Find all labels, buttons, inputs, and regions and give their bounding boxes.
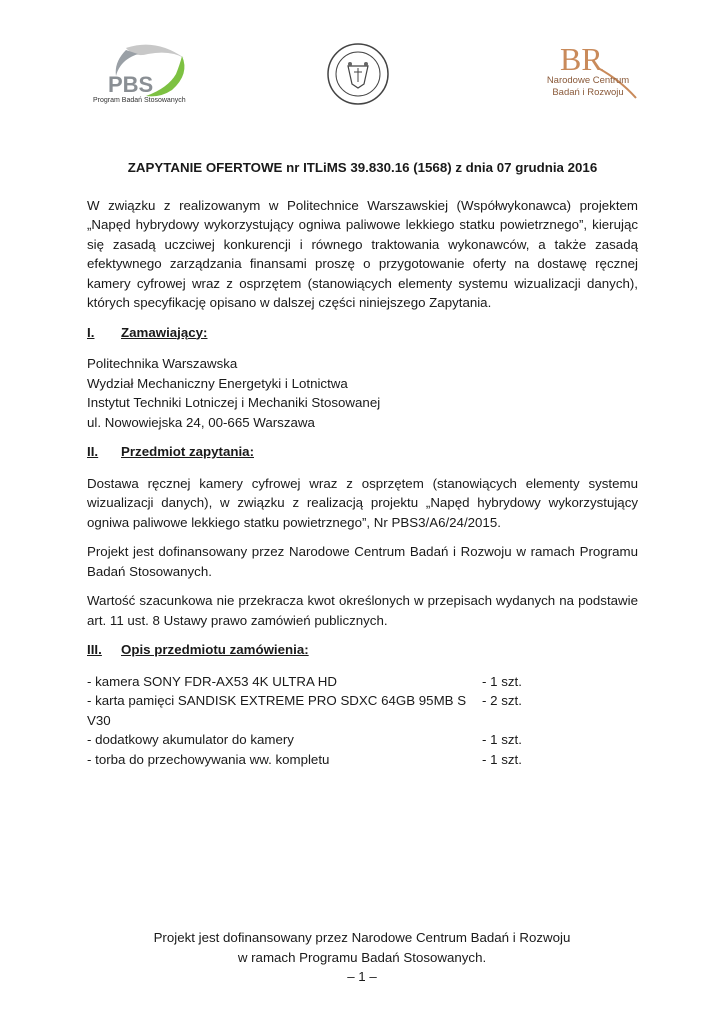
item-name: - dodatkowy akumulator do kamery — [87, 732, 294, 747]
item-quantity: - 2 szt. — [482, 693, 522, 708]
item-quantity: - 1 szt. — [482, 751, 522, 767]
footer-line-1: Projekt jest dofinansowany przez Narodowe Centrum Badań i Rozwoju — [153, 930, 571, 945]
subject-paragraph: Dostawa ręcznej kamery cyfrowej wraz z osprzętem (stanowiących elementy systemu wizualizacji danych), w związku z realizacją projektu „Napęd hybrydowy wykorzystujący ogniwa paliwowe lekkiego statku powietrznego”, Nr PBS3/A6/24/2015. — [87, 475, 638, 530]
section-1-title: Zamawiający: — [121, 324, 208, 340]
list-item — [87, 672, 638, 692]
pbs-logo-text: PBS — [108, 72, 154, 97]
item-name: - kamera SONY FDR-AX53 4K ULTRA HD — [87, 673, 337, 689]
section-1-heading — [87, 323, 638, 343]
pbs-logo — [86, 40, 196, 120]
page-header — [0, 0, 724, 120]
item-quantity: - 1 szt. — [482, 673, 522, 689]
address-line: Instytut Techniki Lotniczej i Mechaniki Stosowanej — [87, 395, 381, 410]
page-number: – 1 – — [347, 969, 377, 984]
section-2-title: Przedmiot zapytania: — [121, 444, 254, 459]
funding-paragraph: Projekt jest dofinansowany przez Narodowe Centrum Badań i Rozwoju w ramach Programu Badań Stosowanych. — [87, 544, 638, 579]
list-item — [87, 691, 638, 730]
order-items-list — [87, 672, 638, 770]
document-title: ZAPYTANIE OFERTOWE nr ITLiMS 39.830.16 (1568) z dnia 07 grudnia 2016 — [127, 160, 598, 175]
ncbr-logo-text: BR — [560, 41, 603, 77]
page-footer — [0, 928, 724, 987]
university-seal-icon — [326, 42, 390, 106]
item-quantity: - 1 szt. — [482, 732, 522, 747]
ncbr-caption — [540, 75, 636, 99]
pbs-caption: Program Badań Stosowanych — [93, 97, 186, 104]
address-line: Wydział Mechaniczny Energetyki i Lotnictwa — [87, 375, 348, 391]
section-2-number: II. — [87, 444, 99, 459]
orderer-address — [87, 354, 638, 432]
address-line: Politechnika Warszawska — [87, 356, 238, 371]
value-paragraph: Wartość szacunkowa nie przekracza kwot określonych w przepisach wydanych na podstawie art. 11 ust. 8 Ustawy prawo zamówień publicznych. — [87, 593, 638, 628]
item-name: - karta pamięci SANDISK EXTREME PRO SDXC 64GB 95MB S V30 — [87, 693, 467, 728]
section-1-number: I. — [87, 324, 95, 340]
ncbr-caption-line2: Badań i Rozwoju — [552, 87, 624, 98]
section-3-number: III. — [87, 642, 102, 657]
section-3-title: Opis przedmiotu zamówienia: — [121, 642, 309, 657]
footer-line-2: w ramach Programu Badań Stosowanych. — [237, 949, 487, 965]
list-item — [87, 750, 638, 770]
address-line: ul. Nowowiejska 24, 00-665 Warszawa — [87, 414, 315, 430]
section-2-heading — [87, 442, 638, 462]
document-body — [87, 158, 638, 769]
section-3-heading — [87, 640, 638, 660]
ncbr-caption-line1: Narodowe Centrum — [546, 75, 630, 86]
list-item — [87, 730, 638, 750]
intro-paragraph: W związku z realizowanym w Politechnice Warszawskiej (Współwykonawca) projektem „Napęd hybrydowy wykorzystujący ogniwa paliwowe lekkiego statku powietrznego”, kierując się zasadą uczciwej konkurencji i równego traktowania wykonawców, a także zasadą efektywnego zarządzania finansami proszę o przygotowanie oferty na dostawę ręcznej kamery cyfrowej wraz z osprzętem (stanowiących elementy systemu wizualizacji danych), których specyfikację opisano w dalszej części niniejszego Zapytania. — [87, 197, 638, 310]
item-name: - torba do przechowywania ww. kompletu — [87, 751, 330, 767]
